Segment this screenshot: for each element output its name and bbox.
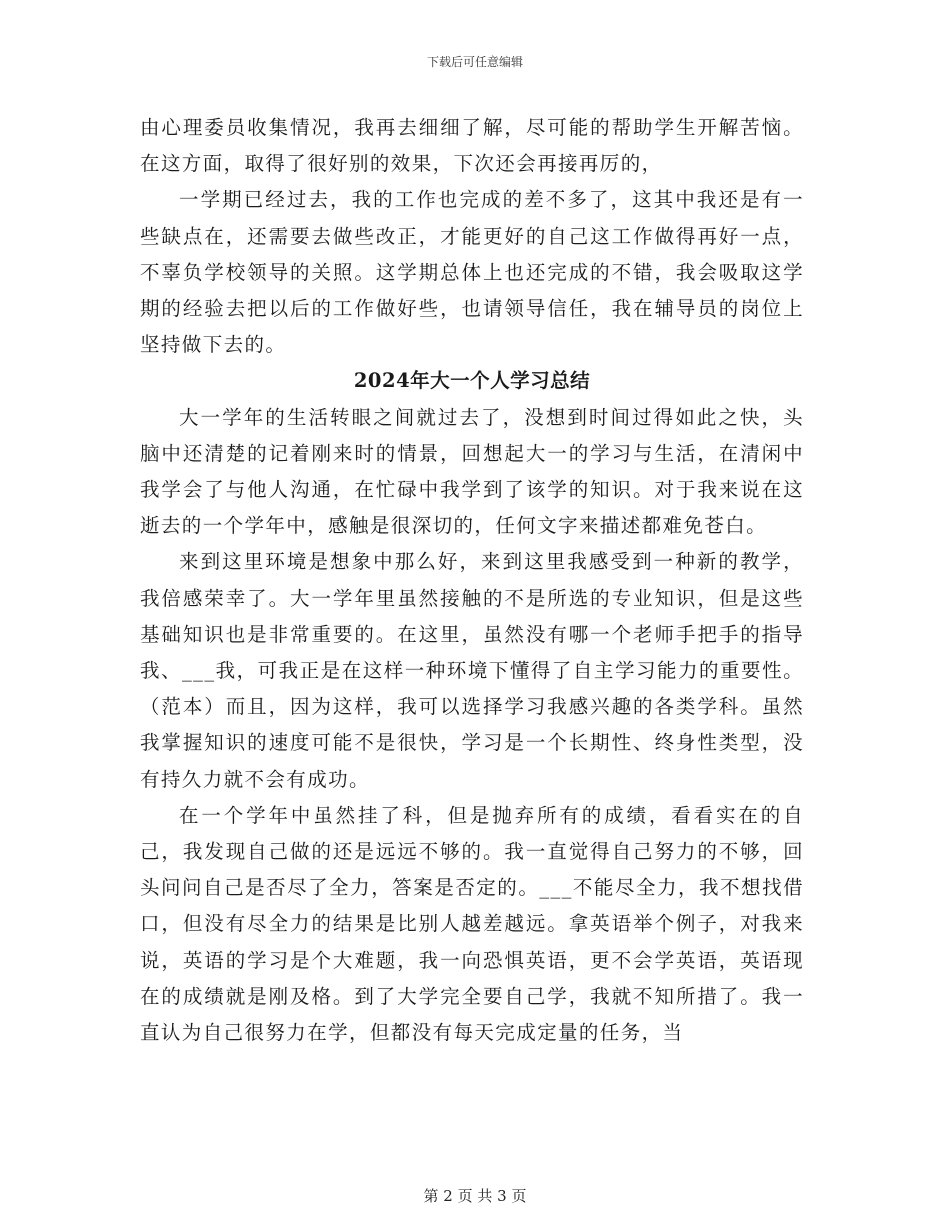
page-footer: 第 2 页 共 3 页 (423, 1187, 527, 1205)
paragraph-intro: 大一学年的生活转眼之间就过去了，没想到时间过得如此之快，头脑中还清楚的记着刚来时的情景，回想起大一的学习与生活，在清闲中我学会了与他人沟通，在忙碌中我学到了该学的知识。对于我来说在这逝去的一个学年中，感触是很深切的，任何文字来描述都难免苍白。 (140, 405, 804, 538)
document-body (140, 110, 804, 1051)
paragraph-continuation: 由心理委员收集情况，我再去细细了解，尽可能的帮助学生开解苦恼。在这方面，取得了很好别的效果，下次还会再接再厉的， (140, 116, 804, 176)
paragraph-closing: 一学期已经过去，我的工作也完成的差不多了，这其中我还是有一些缺点在，还需要去做些改正，才能更好的自己这工作做得再好一点，不辜负学校领导的关照。这学期总体上也还完成的不错，我会吸取这学期的经验去把以后的工作做好些，也请领导信任，我在辅导员的岗位上坚持做下去的。 (140, 188, 804, 357)
paragraph-environment: 来到这里环境是想象中那么好，来到这里我感受到一种新的教学，我倍感荣幸了。大一学年里虽然接触的不是所选的专业知识，但是这些基础知识也是非常重要的。在这里，虽然没有哪一个老师手把手的指导我、___我，可我正是在这样一种环境下懂得了自主学习能力的重要性。（范本）而且，因为这样，我可以选择学习我感兴趣的各类学科。虽然我掌握知识的速度可能不是很快，学习是一个长期性、终身性类型，没有持久力就不会有成功。 (140, 550, 804, 791)
section-title: 2024年大一个人学习总结 (353, 369, 591, 393)
paragraph-reflection: 在一个学年中虽然挂了科，但是抛弃所有的成绩，看看实在的自己，我发现自己做的还是远远不够的。我一直觉得自己努力的不够，回头问问自己是否尽了全力，答案是否定的。___不能尽全力，我不想找借口，但没有尽全力的结果是比别人越差越远。拿英语举个例子，对我来说，英语的学习是个大难题，我一向恐惧英语，更不会学英语，英语现在的成绩就是刚及格。到了大学完全要自己学，我就不知所措了。我一直认为自己很努力在学，但都没有每天完成定量的任务，当 (140, 803, 804, 1045)
page-header: 下载后可任意编辑 (426, 55, 523, 69)
